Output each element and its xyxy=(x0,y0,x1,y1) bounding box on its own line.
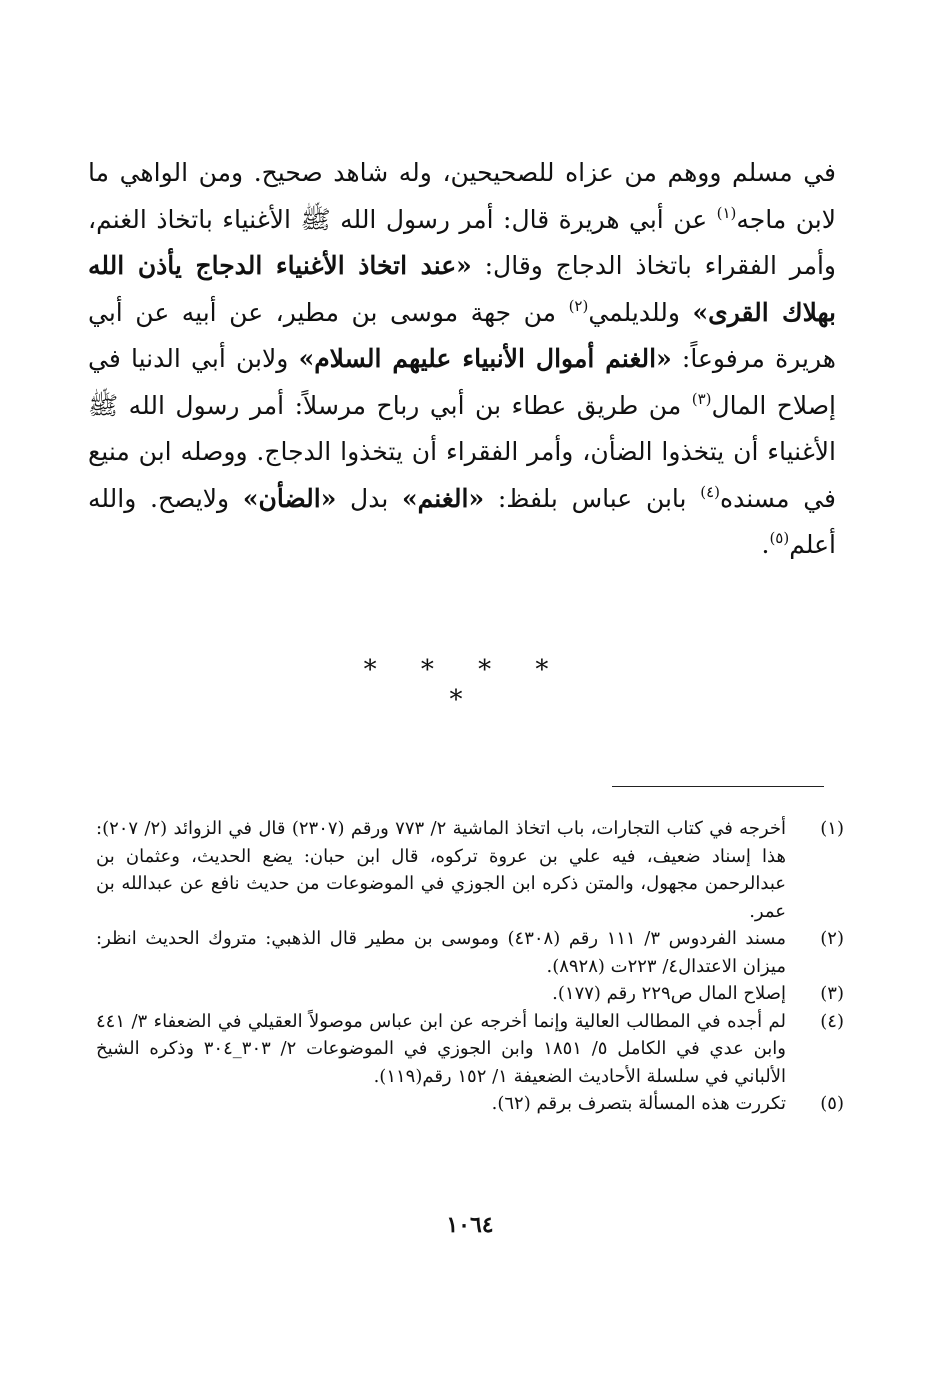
body-text: بدل xyxy=(336,483,403,513)
footnote-text: مسند الفردوس ٣/ ١١١ رقم (٤٣٠٨) وموسى بن مطير قال الذهبي: متروك الحديث انظر: ميزان الاعتدال٤/ ٢٢٣ت (٨٩٢٨). xyxy=(96,928,786,977)
footnote-number: (١) xyxy=(820,818,844,839)
footnote-item xyxy=(96,1008,844,1091)
body-text: من جهة موسى بن مطير، عن أبيه عن أبي هريرة مرفوعاً: xyxy=(88,297,836,373)
body-text: في مسلم ووهم من عزاه للصحيحين، وله شاهد صحيح. ومن الواهي ما لابن ماجه xyxy=(88,158,836,234)
footnote-divider xyxy=(612,786,824,787)
body-text: ولابن أبي الدنيا في إصلاح المال xyxy=(88,344,836,420)
footnote-ref-2[interactable]: (٢) xyxy=(568,296,589,315)
section-separator: * * * * * xyxy=(363,655,567,715)
footnote-number: (٤) xyxy=(820,1010,844,1032)
body-text: وللديلمي xyxy=(588,297,693,327)
body-text: ولايصح. والله أعلم xyxy=(88,483,836,559)
footnote-item xyxy=(96,815,844,925)
footnote-item xyxy=(96,1090,844,1118)
footnotes-list xyxy=(96,815,844,1118)
hadith-quote: «الغنم» xyxy=(402,483,485,513)
hadith-quote: «عند اتخاذ الأغنياء الدجاج يأذن الله بهلاك القرى» xyxy=(88,251,836,327)
footnote-number: (٢) xyxy=(820,928,844,949)
footnote-number: (٥) xyxy=(820,1093,844,1114)
footnote-text: تكررت هذه المسألة بتصرف برقم (٦٢). xyxy=(491,1093,786,1114)
footnote-number: (٣) xyxy=(820,983,844,1004)
footnote-text: أخرجه في كتاب التجارات، باب اتخاذ الماشية ٢/ ٧٧٣ ورقم (٢٣٠٧) قال في الزوائد (٢/ ٢٠٧): هذا إسناد ضعيف، فيه علي بن عروة تركوه، قال ابن حبان: يضع الحديث، وعثمان بن عبدالرحمن مجهول، والمتن ذكره ابن الجوزي في الموضوعات من حديث نافع عن عبدالله بن عمر. xyxy=(96,818,786,922)
body-text: بابن عباس بلفظ: xyxy=(484,483,701,513)
body-text: عن أبي هريرة قال: أمر رسول الله ﷺ الأغنياء باتخاذ الغنم، وأمر الفقراء باتخاذ الدجاج وقال: xyxy=(88,204,836,280)
page-number: ١٠٦٤ xyxy=(446,1212,494,1238)
body-text: . xyxy=(761,530,770,559)
footnote-text: إصلاح المال ص٢٢٩ رقم (١٧٧). xyxy=(552,983,786,1004)
footnote-item xyxy=(96,980,844,1008)
body-text: من طريق عطاء بن أبي رباح مرسلاً: أمر رسول الله ﷺ الأغنياء أن يتخذوا الضأن، وأمر الفقراء أن يتخذوا الدجاج. ووصله ابن منيع في مسنده xyxy=(88,390,837,513)
footnote-item xyxy=(96,925,844,980)
main-paragraph xyxy=(88,150,836,569)
footnote-text: لم أجده في المطالب العالية وإنما أخرجه عن ابن عباس موصولاً العقيلي في الضعفاء ٣/ ٤٤١ وابن عدي في الكامل ٥/ ١٨٥١ وابن الجوزي في الموضوعات ٢/ ٣٠٣_٣٠٤ وذكره الشيخ الألباني في سلسلة الأحاديث الضعيفة ١/ ١٥٢ رقم(١١٩). xyxy=(96,1010,786,1087)
hadith-quote: «الغنم أموال الأنبياء عليهم السلام» xyxy=(298,344,672,373)
footnote-ref-3[interactable]: (٣) xyxy=(691,389,712,408)
hadith-quote: «الضأن» xyxy=(242,483,337,513)
footnote-ref-1[interactable]: (١) xyxy=(716,203,737,222)
footnote-ref-4[interactable]: (٤) xyxy=(700,482,721,501)
footnote-ref-5[interactable]: (٥) xyxy=(769,529,790,547)
